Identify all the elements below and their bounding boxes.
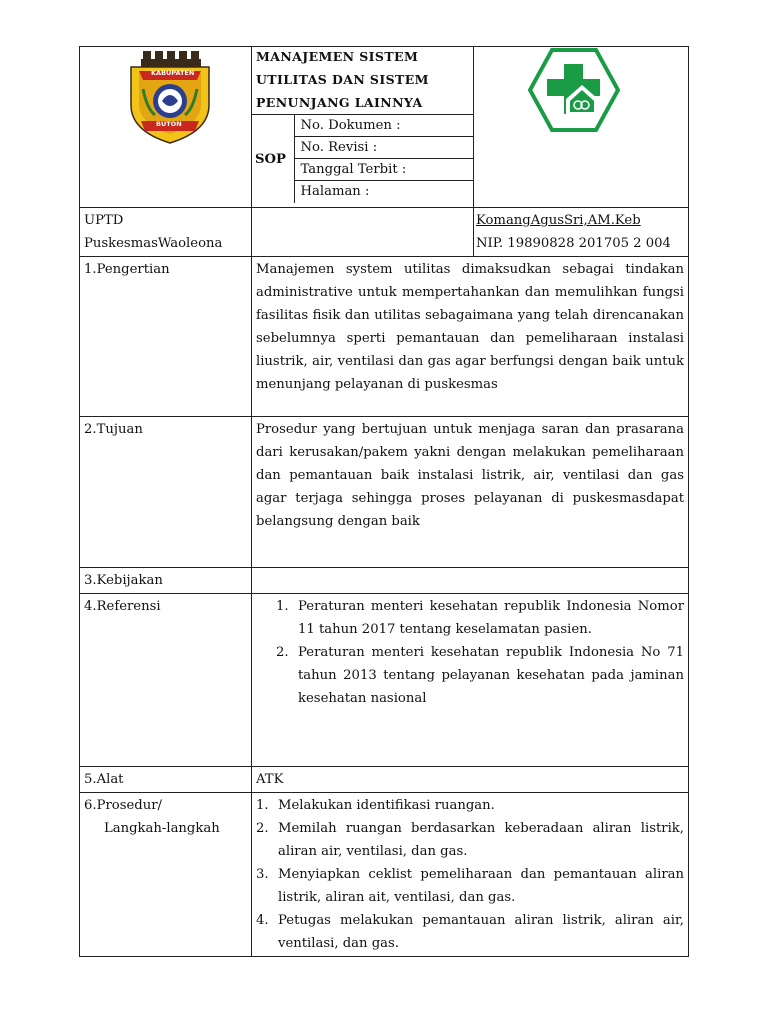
list-item-text: Peraturan menteri kesehatan republik Indonesia Nomor 11 tahun 2017 tentang keselamatan pasien. — [298, 599, 684, 637]
title-cell — [252, 47, 474, 208]
pengertian-text: Manajemen system utilitas dimaksudkan sebagai tindakan administrative untuk mempertahankan dan memulihkan fungsi fasilitas fisik dan utilitas sebagaimana yang telah direncanakan sebelumnya sperti pemantauan dan pemeliharaan instalasi liustrik, air, ventilasi dan gas agar berfungsi dengan baik untuk menunjang pelayanan di puskesmas — [252, 257, 689, 417]
list-item — [252, 595, 684, 641]
buton-regency-emblem — [125, 49, 215, 145]
tujuan-text: Prosedur yang bertujuan untuk menjaga saran dan prasarana dari kerusakan/pakem yakni dengan melakukan pemeliharaan dan pemantauan baik instalasi listrik, air, ventilasi dan gas agar terjaga sehingga proses pelayanan di puskesmasdapat belangsung dengan baik — [252, 417, 689, 568]
prosedur-content — [252, 793, 689, 957]
logo-text-bottom: BUTON — [156, 120, 182, 128]
reference-list — [252, 595, 684, 710]
revision-field: No. Revisi : — [294, 137, 473, 159]
list-item-text: Memilah ruangan berdasarkan keberadaan aliran listrik, aliran air, ventilasi, dan gas. — [278, 821, 684, 859]
tujuan-label: 2.Tujuan — [80, 417, 252, 568]
list-item — [252, 817, 684, 863]
list-item — [252, 863, 684, 909]
title-line-3: PENUNJANG LAINNYA — [256, 95, 423, 110]
kemenkes-logo-icon — [528, 47, 620, 133]
health-logo-cell — [474, 47, 689, 208]
list-number: 3. — [256, 867, 269, 882]
referensi-label: 4.Referensi — [80, 594, 252, 767]
kebijakan-text — [252, 568, 689, 594]
list-item-text: Peraturan menteri kesehatan republik Indonesia No 71 tahun 2013 tentang pelayanan kesehatan pada jaminan kesehatan nasional — [298, 645, 684, 706]
list-item-text: Melakukan identifikasi ruangan. — [278, 798, 495, 813]
document-title — [252, 45, 473, 114]
list-item-text: Petugas melakukan pemantauan aliran listrik, aliran air, ventilasi, dan gas. — [278, 913, 684, 951]
pengertian-label: 1.Pengertian — [80, 257, 252, 417]
issue-date-field: Tanggal Terbit : — [294, 159, 473, 181]
logo-text-top: KABUPATEN — [151, 69, 195, 77]
prosedur-label — [80, 793, 252, 957]
unit-line-2: PuskesmasWaoleona — [84, 236, 223, 251]
head-nip: NIP. 19890828 201705 2 004 — [476, 236, 671, 251]
alat-text: ATK — [252, 767, 689, 793]
title-line-2: UTILITAS DAN SISTEM — [256, 72, 429, 87]
head-name: KomangAgusSri,AM.Keb — [476, 213, 641, 228]
head-of-unit-cell — [474, 208, 689, 257]
list-item — [252, 641, 684, 710]
list-item — [252, 794, 684, 817]
unit-line-1: UPTD — [84, 213, 124, 228]
regency-logo-cell — [80, 47, 252, 208]
prosedur-label-line-1: 6.Prosedur/ — [84, 798, 162, 813]
referensi-content — [252, 594, 689, 767]
title-line-1: MANAJEMEN SISTEM — [256, 49, 419, 64]
list-item-text: Menyiapkan ceklist pemeliharaan dan pemantauan aliran listrik, aliran ait, ventilasi, dan gas. — [278, 867, 684, 905]
list-number: 4. — [256, 913, 269, 928]
blank-cell — [252, 208, 474, 257]
list-number: 1. — [256, 798, 269, 813]
doc-number-field: No. Dokumen : — [294, 115, 473, 137]
sop-label: SOP — [252, 115, 294, 204]
list-number: 2. — [276, 645, 289, 660]
list-number: 2. — [256, 821, 269, 836]
list-number: 1. — [276, 599, 289, 614]
page-field: Halaman : — [294, 181, 473, 204]
unit-cell — [80, 208, 252, 257]
sop-info-grid — [252, 114, 473, 203]
kebijakan-label: 3.Kebijakan — [80, 568, 252, 594]
sop-table — [79, 46, 689, 957]
alat-label: 5.Alat — [80, 767, 252, 793]
sop-document — [79, 46, 688, 957]
procedure-list — [252, 794, 684, 955]
list-item — [252, 909, 684, 955]
prosedur-label-line-2: Langkah-langkah — [104, 821, 220, 836]
